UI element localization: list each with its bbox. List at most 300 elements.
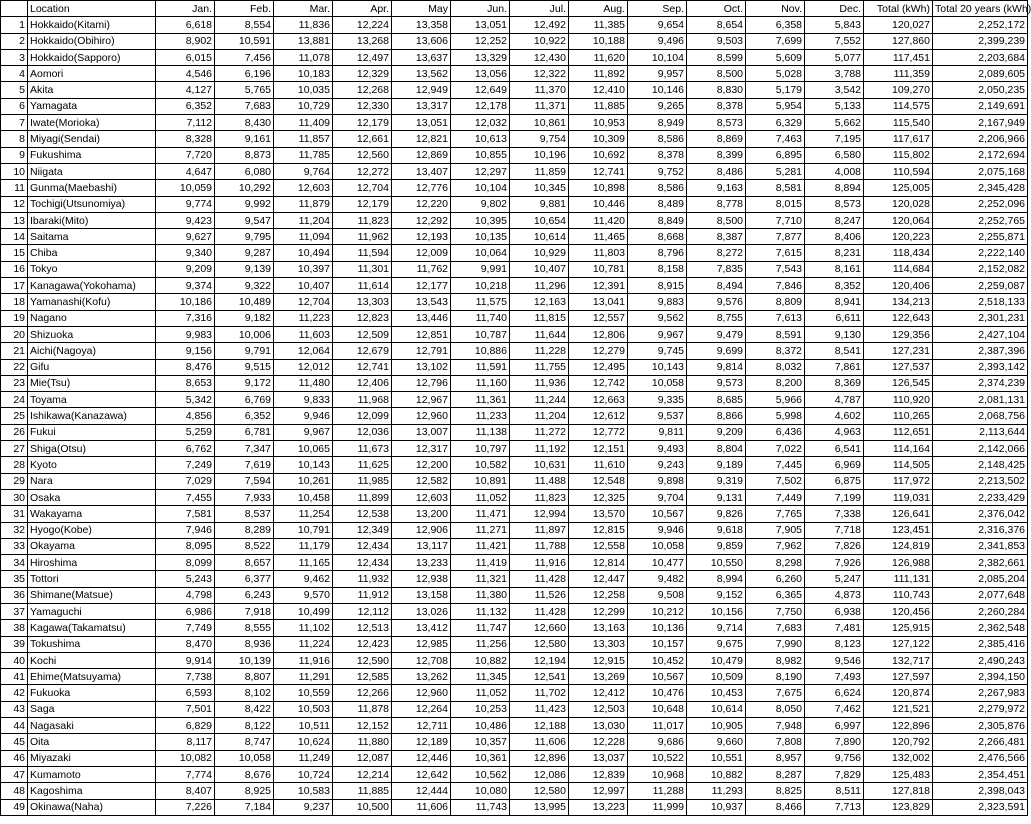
value-cell: 11,625 — [333, 457, 392, 473]
value-cell: 110,920 — [864, 392, 933, 408]
value-cell: 7,905 — [746, 522, 805, 538]
value-cell: 7,890 — [805, 734, 864, 750]
value-cell: 3,788 — [805, 66, 864, 82]
value-cell: 9,814 — [687, 359, 746, 375]
value-cell: 10,058 — [628, 538, 687, 554]
value-cell: 12,447 — [569, 571, 628, 587]
value-cell: 13,268 — [333, 33, 392, 49]
table-row — [1, 718, 1028, 734]
row-index: 17 — [1, 278, 28, 294]
table-row — [1, 245, 1028, 261]
value-cell: 2,323,591 — [933, 799, 1028, 815]
value-cell: 11,606 — [392, 799, 451, 815]
table-row — [1, 196, 1028, 212]
table-row — [1, 131, 1028, 147]
value-cell: 9,983 — [156, 326, 215, 342]
value-cell: 7,774 — [156, 766, 215, 782]
value-cell: 5,281 — [746, 163, 805, 179]
header-cell: Total 20 years (kWh) — [933, 1, 1028, 17]
value-cell: 2,255,871 — [933, 229, 1028, 245]
value-cell: 2,203,684 — [933, 49, 1028, 65]
value-cell: 13,041 — [569, 294, 628, 310]
table-row — [1, 587, 1028, 603]
value-cell: 10,407 — [510, 261, 569, 277]
value-cell: 12,541 — [510, 669, 569, 685]
value-cell: 9,992 — [215, 196, 274, 212]
value-cell: 9,265 — [628, 98, 687, 114]
value-cell: 11,916 — [510, 555, 569, 571]
value-cell: 12,268 — [333, 82, 392, 98]
value-cell: 2,341,853 — [933, 538, 1028, 554]
value-cell: 10,724 — [274, 766, 333, 782]
value-cell: 12,434 — [333, 555, 392, 571]
value-cell: 10,898 — [569, 180, 628, 196]
value-cell: 9,946 — [274, 408, 333, 424]
value-cell: 12,349 — [333, 522, 392, 538]
value-cell: 12,112 — [333, 603, 392, 619]
value-cell: 12,434 — [333, 538, 392, 554]
value-cell: 2,085,204 — [933, 571, 1028, 587]
value-cell: 12,086 — [510, 766, 569, 782]
value-cell: 10,582 — [451, 457, 510, 473]
table-row — [1, 701, 1028, 717]
value-cell: 9,243 — [628, 457, 687, 473]
value-cell: 2,068,756 — [933, 408, 1028, 424]
location-cell: Ehime(Matsuyama) — [28, 669, 156, 685]
value-cell: 10,139 — [215, 652, 274, 668]
value-cell: 9,287 — [215, 245, 274, 261]
value-cell: 10,309 — [569, 131, 628, 147]
value-cell: 9,503 — [687, 33, 746, 49]
value-cell: 11,912 — [333, 587, 392, 603]
value-cell: 11,968 — [333, 392, 392, 408]
table-row — [1, 17, 1028, 33]
table-row — [1, 473, 1028, 489]
value-cell: 10,861 — [510, 115, 569, 131]
value-cell: 6,624 — [805, 685, 864, 701]
value-cell: 11,370 — [510, 82, 569, 98]
value-cell: 10,567 — [628, 669, 687, 685]
value-cell: 10,509 — [687, 669, 746, 685]
value-cell: 8,941 — [805, 294, 864, 310]
value-cell: 9,686 — [628, 734, 687, 750]
value-cell: 8,161 — [805, 261, 864, 277]
value-cell: 10,503 — [274, 701, 333, 717]
value-cell: 8,122 — [215, 718, 274, 734]
header-cell: Mar. — [274, 1, 333, 17]
header-cell: Dec. — [805, 1, 864, 17]
value-cell: 8,653 — [156, 375, 215, 391]
value-cell: 7,738 — [156, 669, 215, 685]
table-row — [1, 522, 1028, 538]
value-cell: 11,160 — [451, 375, 510, 391]
value-cell: 10,631 — [510, 457, 569, 473]
row-index: 13 — [1, 212, 28, 228]
value-cell: 10,583 — [274, 783, 333, 799]
value-cell: 8,372 — [746, 343, 805, 359]
value-cell: 12,220 — [392, 196, 451, 212]
value-cell: 11,138 — [451, 424, 510, 440]
value-cell: 9,967 — [274, 424, 333, 440]
value-cell: 10,614 — [510, 229, 569, 245]
value-cell: 7,347 — [215, 441, 274, 457]
value-cell: 11,488 — [510, 473, 569, 489]
row-index: 10 — [1, 163, 28, 179]
value-cell: 4,008 — [805, 163, 864, 179]
row-index: 42 — [1, 685, 28, 701]
value-cell: 7,699 — [746, 33, 805, 49]
value-cell: 4,647 — [156, 163, 215, 179]
value-cell: 13,030 — [569, 718, 628, 734]
value-cell: 11,702 — [510, 685, 569, 701]
value-cell: 11,361 — [451, 392, 510, 408]
value-cell: 3,542 — [805, 82, 864, 98]
location-cell: Yamanashi(Kofu) — [28, 294, 156, 310]
location-cell: Okinawa(Naha) — [28, 799, 156, 815]
value-cell: 10,791 — [274, 522, 333, 538]
value-cell: 8,778 — [687, 196, 746, 212]
value-cell: 12,704 — [274, 294, 333, 310]
location-cell: Tochigi(Utsunomiya) — [28, 196, 156, 212]
value-cell: 9,340 — [156, 245, 215, 261]
value-cell: 8,369 — [805, 375, 864, 391]
value-cell: 10,035 — [274, 82, 333, 98]
value-cell: 7,765 — [746, 506, 805, 522]
value-cell: 8,486 — [687, 163, 746, 179]
value-cell: 9,791 — [215, 343, 274, 359]
value-cell: 12,938 — [392, 571, 451, 587]
value-cell: 2,476,566 — [933, 750, 1028, 766]
value-cell: 8,032 — [746, 359, 805, 375]
value-cell: 11,985 — [333, 473, 392, 489]
value-cell: 11,256 — [451, 636, 510, 652]
value-cell: 10,452 — [628, 652, 687, 668]
value-cell: 13,026 — [392, 603, 451, 619]
value-cell: 7,962 — [746, 538, 805, 554]
location-cell: Shizuoka — [28, 326, 156, 342]
value-cell: 122,896 — [864, 718, 933, 734]
location-cell: Hokkaido(Obihiro) — [28, 33, 156, 49]
value-cell: 7,675 — [746, 685, 805, 701]
value-cell: 8,586 — [628, 131, 687, 147]
value-cell: 120,792 — [864, 734, 933, 750]
value-cell: 12,009 — [392, 245, 451, 261]
row-index: 12 — [1, 196, 28, 212]
value-cell: 2,399,239 — [933, 33, 1028, 49]
value-cell: 121,521 — [864, 701, 933, 717]
value-cell: 11,204 — [274, 212, 333, 228]
value-cell: 11,078 — [274, 49, 333, 65]
value-cell: 11,385 — [569, 17, 628, 33]
row-index: 31 — [1, 506, 28, 522]
value-cell: 10,567 — [628, 506, 687, 522]
value-cell: 8,849 — [628, 212, 687, 228]
value-cell: 13,606 — [392, 33, 451, 49]
value-cell: 6,895 — [746, 147, 805, 163]
value-cell: 6,541 — [805, 441, 864, 457]
row-index: 29 — [1, 473, 28, 489]
location-cell: Shiga(Otsu) — [28, 441, 156, 457]
value-cell: 12,821 — [392, 131, 451, 147]
value-cell: 2,301,231 — [933, 310, 1028, 326]
value-cell: 10,186 — [156, 294, 215, 310]
value-cell: 8,387 — [687, 229, 746, 245]
row-index: 21 — [1, 343, 28, 359]
value-cell: 7,749 — [156, 620, 215, 636]
value-cell: 8,902 — [156, 33, 215, 49]
row-index: 27 — [1, 441, 28, 457]
row-index: 23 — [1, 375, 28, 391]
value-cell: 6,618 — [156, 17, 215, 33]
location-cell: Nagano — [28, 310, 156, 326]
value-cell: 2,394,150 — [933, 669, 1028, 685]
value-cell: 2,266,481 — [933, 734, 1028, 750]
table-row — [1, 180, 1028, 196]
value-cell: 11,192 — [510, 441, 569, 457]
location-cell: Kumamoto — [28, 766, 156, 782]
location-cell: Kagawa(Takamatsu) — [28, 620, 156, 636]
value-cell: 11,879 — [274, 196, 333, 212]
location-cell: Saga — [28, 701, 156, 717]
value-cell: 13,117 — [392, 538, 451, 554]
value-cell: 12,391 — [569, 278, 628, 294]
value-cell: 12,317 — [392, 441, 451, 457]
value-cell: 12,099 — [333, 408, 392, 424]
value-cell: 110,743 — [864, 587, 933, 603]
value-cell: 11,291 — [274, 669, 333, 685]
value-cell: 10,500 — [333, 799, 392, 815]
value-cell: 13,056 — [451, 66, 510, 82]
value-cell: 10,136 — [628, 620, 687, 636]
value-cell: 9,335 — [628, 392, 687, 408]
value-cell: 10,261 — [274, 473, 333, 489]
row-index: 41 — [1, 669, 28, 685]
value-cell: 12,582 — [392, 473, 451, 489]
value-cell: 8,407 — [156, 783, 215, 799]
value-cell: 12,444 — [392, 783, 451, 799]
value-cell: 12,815 — [569, 522, 628, 538]
value-cell: 12,915 — [569, 652, 628, 668]
value-cell: 8,522 — [215, 538, 274, 554]
row-index: 40 — [1, 652, 28, 668]
value-cell: 11,244 — [510, 392, 569, 408]
value-cell: 11,614 — [333, 278, 392, 294]
row-index: 3 — [1, 49, 28, 65]
value-cell: 127,231 — [864, 343, 933, 359]
value-cell: 12,325 — [569, 489, 628, 505]
value-cell: 8,869 — [687, 131, 746, 147]
row-index: 35 — [1, 571, 28, 587]
value-cell: 10,787 — [451, 326, 510, 342]
value-cell: 127,860 — [864, 33, 933, 49]
header-index — [1, 1, 28, 17]
value-cell: 2,142,066 — [933, 441, 1028, 457]
value-cell: 2,490,243 — [933, 652, 1028, 668]
value-cell: 6,938 — [805, 603, 864, 619]
value-cell: 12,994 — [510, 506, 569, 522]
table-row — [1, 147, 1028, 163]
value-cell: 11,740 — [451, 310, 510, 326]
value-cell: 10,614 — [687, 701, 746, 717]
value-cell: 11,293 — [687, 783, 746, 799]
row-index: 45 — [1, 734, 28, 750]
value-cell: 111,131 — [864, 571, 933, 587]
value-cell: 12,492 — [510, 17, 569, 33]
value-cell: 5,662 — [805, 115, 864, 131]
value-cell: 7,456 — [215, 49, 274, 65]
value-cell: 12,177 — [392, 278, 451, 294]
header-cell: Aug. — [569, 1, 628, 17]
value-cell: 118,434 — [864, 245, 933, 261]
value-cell: 12,906 — [392, 522, 451, 538]
location-cell: Fukushima — [28, 147, 156, 163]
location-cell: Oita — [28, 734, 156, 750]
value-cell: 13,407 — [392, 163, 451, 179]
value-cell: 5,077 — [805, 49, 864, 65]
value-cell: 7,710 — [746, 212, 805, 228]
value-cell: 8,430 — [215, 115, 274, 131]
value-cell: 2,398,043 — [933, 783, 1028, 799]
value-cell: 11,857 — [274, 131, 333, 147]
value-cell: 9,714 — [687, 620, 746, 636]
row-index: 14 — [1, 229, 28, 245]
row-index: 8 — [1, 131, 28, 147]
header-cell: Jul. — [510, 1, 569, 17]
value-cell: 5,342 — [156, 392, 215, 408]
value-cell: 12,791 — [392, 343, 451, 359]
value-cell: 13,262 — [392, 669, 451, 685]
value-cell: 134,213 — [864, 294, 933, 310]
table-body — [1, 17, 1028, 816]
value-cell: 12,406 — [333, 375, 392, 391]
value-cell: 8,581 — [746, 180, 805, 196]
value-cell: 7,462 — [805, 701, 864, 717]
value-cell: 10,146 — [628, 82, 687, 98]
value-cell: 8,470 — [156, 636, 215, 652]
value-cell: 9,570 — [274, 587, 333, 603]
value-cell: 10,489 — [215, 294, 274, 310]
value-cell: 129,356 — [864, 326, 933, 342]
location-cell: Osaka — [28, 489, 156, 505]
value-cell: 9,172 — [215, 375, 274, 391]
value-cell: 7,750 — [746, 603, 805, 619]
location-cell: Kyoto — [28, 457, 156, 473]
value-cell: 12,012 — [274, 359, 333, 375]
table-row — [1, 734, 1028, 750]
value-cell: 12,279 — [569, 343, 628, 359]
location-cell: Okayama — [28, 538, 156, 554]
value-cell: 111,359 — [864, 66, 933, 82]
value-cell: 10,692 — [569, 147, 628, 163]
header-cell: Sep. — [628, 1, 687, 17]
value-cell: 12,679 — [333, 343, 392, 359]
value-cell: 6,358 — [746, 17, 805, 33]
value-cell: 11,301 — [333, 261, 392, 277]
location-cell: Yamaguchi — [28, 603, 156, 619]
value-cell: 13,269 — [569, 669, 628, 685]
value-cell: 5,133 — [805, 98, 864, 114]
value-cell: 2,050,235 — [933, 82, 1028, 98]
value-cell: 119,031 — [864, 489, 933, 505]
value-cell: 9,546 — [805, 652, 864, 668]
value-cell: 12,036 — [333, 424, 392, 440]
value-cell: 7,946 — [156, 522, 215, 538]
value-cell: 12,985 — [392, 636, 451, 652]
value-cell: 10,143 — [274, 457, 333, 473]
value-cell: 9,423 — [156, 212, 215, 228]
value-cell: 9,618 — [687, 522, 746, 538]
value-cell: 11,288 — [628, 783, 687, 799]
value-cell: 7,683 — [215, 98, 274, 114]
value-cell: 10,511 — [274, 718, 333, 734]
value-cell: 6,580 — [805, 147, 864, 163]
row-index: 5 — [1, 82, 28, 98]
value-cell: 11,823 — [333, 212, 392, 228]
location-cell: Tokyo — [28, 261, 156, 277]
value-cell: 7,846 — [746, 278, 805, 294]
value-cell: 10,143 — [628, 359, 687, 375]
value-cell: 10,058 — [628, 375, 687, 391]
value-cell: 10,891 — [451, 473, 510, 489]
value-cell: 12,661 — [333, 131, 392, 147]
value-cell: 9,493 — [628, 441, 687, 457]
value-cell: 9,745 — [628, 343, 687, 359]
value-cell: 11,017 — [628, 718, 687, 734]
value-cell: 10,551 — [687, 750, 746, 766]
value-cell: 9,946 — [628, 522, 687, 538]
value-cell: 8,231 — [805, 245, 864, 261]
value-cell: 12,557 — [569, 310, 628, 326]
value-cell: 12,851 — [392, 326, 451, 342]
value-cell: 9,482 — [628, 571, 687, 587]
value-cell: 13,051 — [392, 115, 451, 131]
value-cell: 11,962 — [333, 229, 392, 245]
value-cell: 8,825 — [746, 783, 805, 799]
value-cell: 9,209 — [156, 261, 215, 277]
value-cell: 7,543 — [746, 261, 805, 277]
value-cell: 4,602 — [805, 408, 864, 424]
value-cell: 11,420 — [569, 212, 628, 228]
value-cell: 2,252,172 — [933, 17, 1028, 33]
value-cell: 13,329 — [451, 49, 510, 65]
value-cell: 10,397 — [274, 261, 333, 277]
value-cell: 12,509 — [333, 326, 392, 342]
value-cell: 9,881 — [510, 196, 569, 212]
value-cell: 7,594 — [215, 473, 274, 489]
location-cell: Kochi — [28, 652, 156, 668]
value-cell: 11,788 — [510, 538, 569, 554]
value-cell: 2,089,605 — [933, 66, 1028, 82]
value-cell: 6,352 — [215, 408, 274, 424]
value-cell: 8,804 — [687, 441, 746, 457]
value-cell: 12,087 — [333, 750, 392, 766]
value-cell: 10,486 — [451, 718, 510, 734]
value-cell: 120,874 — [864, 685, 933, 701]
location-cell: Ishikawa(Kanazawa) — [28, 408, 156, 424]
value-cell: 4,963 — [805, 424, 864, 440]
value-cell: 11,603 — [274, 326, 333, 342]
value-cell: 120,456 — [864, 603, 933, 619]
value-cell: 8,328 — [156, 131, 215, 147]
value-cell: 10,797 — [451, 441, 510, 457]
value-cell: 13,637 — [392, 49, 451, 65]
value-cell: 12,660 — [510, 620, 569, 636]
header-cell: Apr. — [333, 1, 392, 17]
value-cell: 12,814 — [569, 555, 628, 571]
value-cell: 7,918 — [215, 603, 274, 619]
value-cell: 8,957 — [746, 750, 805, 766]
value-cell: 132,002 — [864, 750, 933, 766]
